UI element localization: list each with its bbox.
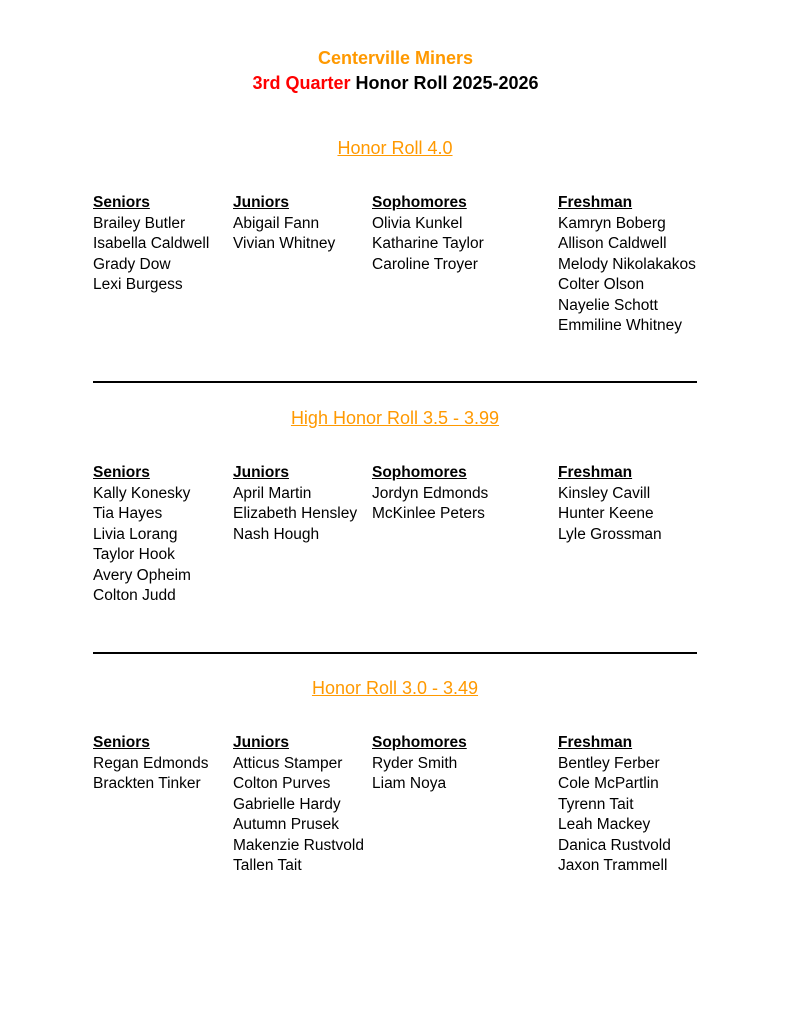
column-header: Freshman xyxy=(558,194,633,211)
student-name: Vivian Whitney xyxy=(233,235,336,252)
column-sophomores xyxy=(372,733,467,795)
student-name: Grady Dow xyxy=(93,255,171,273)
student-name: Allison Caldwell xyxy=(558,235,667,252)
section-columns xyxy=(93,159,697,359)
student-name: Kinsley Cavill xyxy=(558,484,651,502)
column-header: Seniors xyxy=(93,194,150,211)
student-name: Tia Hayes xyxy=(93,505,163,522)
student-name: Brailey Butler xyxy=(93,214,186,232)
student-name: Danica Rustvold xyxy=(558,836,671,854)
student-name: Colton Purves xyxy=(233,775,331,792)
column-freshman xyxy=(558,733,671,877)
student-name: Leah Mackey xyxy=(558,816,651,833)
student-name: Hunter Keene xyxy=(558,505,654,522)
student-name: Lexi Burgess xyxy=(93,276,183,293)
student-name: Caroline Troyer xyxy=(372,255,478,273)
student-name: Taylor Hook xyxy=(93,546,175,563)
column-sophomores xyxy=(372,463,488,525)
student-name: Jaxon Trammell xyxy=(558,857,668,874)
school-title: Centerville Miners xyxy=(317,48,474,68)
student-name: Isabella Caldwell xyxy=(93,235,210,252)
column-header: Sophomores xyxy=(372,464,467,481)
student-name: Atticus Stamper xyxy=(233,754,343,772)
student-name: Kamryn Boberg xyxy=(558,214,666,232)
column-seniors xyxy=(93,193,209,296)
student-name: Kally Konesky xyxy=(93,484,191,502)
student-name: Makenzie Rustvold xyxy=(233,836,364,854)
student-name: April Martin xyxy=(233,484,312,502)
section-divider xyxy=(93,381,697,383)
column-header: Seniors xyxy=(93,734,150,751)
section-honor-roll-4 xyxy=(93,137,697,359)
student-name: Katharine Taylor xyxy=(372,235,484,252)
column-header: Sophomores xyxy=(372,194,467,211)
section-honor-roll-3 xyxy=(93,677,697,899)
student-name: Avery Opheim xyxy=(93,566,191,584)
section-columns xyxy=(93,429,697,629)
student-name: Nash Hough xyxy=(233,525,320,543)
student-name: Tallen Tait xyxy=(233,857,302,874)
column-freshman xyxy=(558,193,696,337)
quarter-label: 3rd Quarter xyxy=(252,73,351,93)
column-header: Seniors xyxy=(93,464,150,481)
student-name: Lyle Grossman xyxy=(558,525,662,543)
column-header: Freshman xyxy=(558,734,633,751)
column-seniors xyxy=(93,463,191,607)
student-name: Melody Nikolakakos xyxy=(558,255,696,273)
student-name: Abigail Fann xyxy=(233,214,320,232)
student-name: Elizabeth Hensley xyxy=(233,505,358,522)
student-name: Olivia Kunkel xyxy=(372,214,463,232)
student-name: Livia Lorang xyxy=(93,525,178,543)
column-header: Juniors xyxy=(233,734,289,751)
column-header: Sophomores xyxy=(372,734,467,751)
section-heading: Honor Roll 3.0 - 3.49 xyxy=(311,678,479,698)
student-name: Nayelie Schott xyxy=(558,296,658,314)
student-name: Ryder Smith xyxy=(372,754,458,772)
student-name: Autumn Prusek xyxy=(233,816,339,833)
student-name: Bentley Ferber xyxy=(558,754,660,772)
student-name: Cole McPartlin xyxy=(558,775,659,792)
student-name: Liam Noya xyxy=(372,775,447,792)
column-header: Juniors xyxy=(233,194,289,211)
section-high-honor-roll xyxy=(93,407,697,629)
column-juniors xyxy=(233,733,364,877)
column-juniors xyxy=(233,193,335,255)
column-juniors xyxy=(233,463,357,545)
student-name: Gabrielle Hardy xyxy=(233,795,341,813)
student-name: Tyrenn Tait xyxy=(558,795,634,813)
page-title xyxy=(0,72,791,94)
title-rest: Honor Roll 2025-2026 xyxy=(350,73,539,93)
student-name: Brackten Tinker xyxy=(93,775,201,792)
student-name: Colter Olson xyxy=(558,276,645,293)
section-columns xyxy=(93,699,697,899)
column-sophomores xyxy=(372,193,484,275)
column-header: Juniors xyxy=(233,464,289,481)
column-header: Freshman xyxy=(558,464,633,481)
student-name: Regan Edmonds xyxy=(93,754,209,772)
student-name: McKinlee Peters xyxy=(372,505,485,522)
section-heading: Honor Roll 4.0 xyxy=(337,138,453,158)
column-seniors xyxy=(93,733,208,795)
section-heading: High Honor Roll 3.5 - 3.99 xyxy=(290,408,500,428)
column-freshman xyxy=(558,463,662,545)
student-name: Emmiline Whitney xyxy=(558,317,683,334)
student-name: Colton Judd xyxy=(93,587,176,604)
section-divider xyxy=(93,652,697,654)
student-name: Jordyn Edmonds xyxy=(372,484,489,502)
